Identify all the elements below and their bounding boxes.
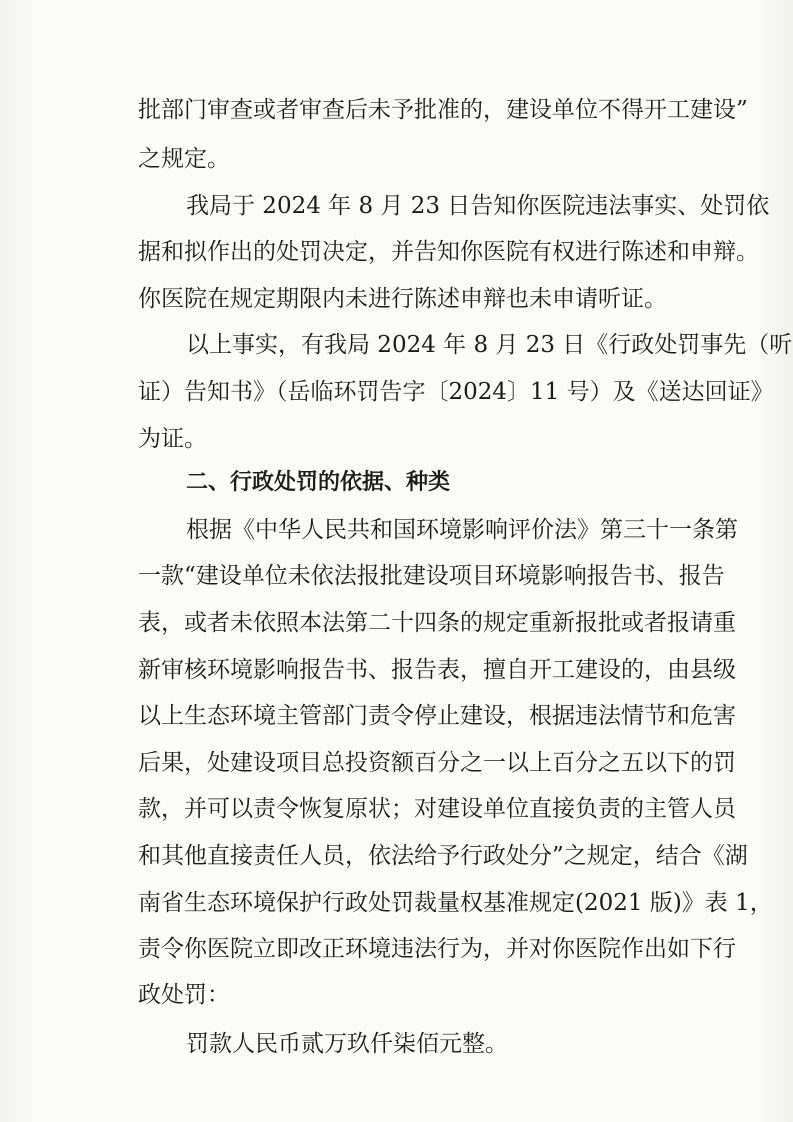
text-line: 之规定。 bbox=[138, 146, 230, 172]
text-line: 据和拟作出的处罚决定，并告知你医院有权进行陈述和申辩。 bbox=[138, 239, 759, 265]
text-line: 后果，处建设项目总投资额百分之一以上百分之五以下的罚 bbox=[138, 750, 736, 776]
text-line: 为证。 bbox=[138, 426, 207, 452]
text-line: 责令你医院立即改正环境违法行为，并对你医院作出如下行 bbox=[138, 936, 736, 962]
text-line: 表，或者未依照本法第二十四条的规定重新报批或者报请重 bbox=[138, 610, 736, 636]
text-line: 以上事实，有我局 2024 年 8 月 23 日《行政处罚事先（听 bbox=[186, 332, 793, 358]
text-line: 新审核环境影响报告书、报告表，擅自开工建设的，由县级 bbox=[138, 657, 736, 683]
text-line: 证）告知书》（岳临环罚告字〔2024〕11 号）及《送达回证》 bbox=[138, 379, 774, 405]
text-line: 批部门审查或者审查后未予批准的，建设单位不得开工建设” bbox=[138, 97, 748, 123]
text-line: 以上生态环境主管部门责令停止建设，根据违法情节和危害 bbox=[138, 703, 736, 729]
text-line: 根据《中华人民共和国环境影响评价法》第三十一条第 bbox=[186, 517, 738, 543]
text-line: 南省生态环境保护行政处罚裁量权基准规定(2021 版)》表 1， bbox=[138, 890, 773, 916]
text-line: 和其他直接责任人员，依法给予行政处分”之规定，结合《湖 bbox=[138, 843, 748, 869]
text-line: 你医院在规定期限内未进行陈述申辩也未申请听证。 bbox=[138, 286, 667, 312]
section-heading: 二、行政处罚的依据、种类 bbox=[186, 470, 451, 495]
text-line: 一款“建设单位未依法报批建设项目环境影响报告书、报告 bbox=[138, 563, 725, 589]
text-line: 政处罚： bbox=[138, 982, 230, 1008]
text-line: 款，并可以责令恢复原状；对建设单位直接负责的主管人员 bbox=[138, 796, 736, 822]
text-line: 罚款人民币贰万玖仟柒佰元整。 bbox=[186, 1031, 508, 1057]
text-line: 我局于 2024 年 8 月 23 日告知你医院违法事实、处罚依 bbox=[186, 193, 770, 219]
